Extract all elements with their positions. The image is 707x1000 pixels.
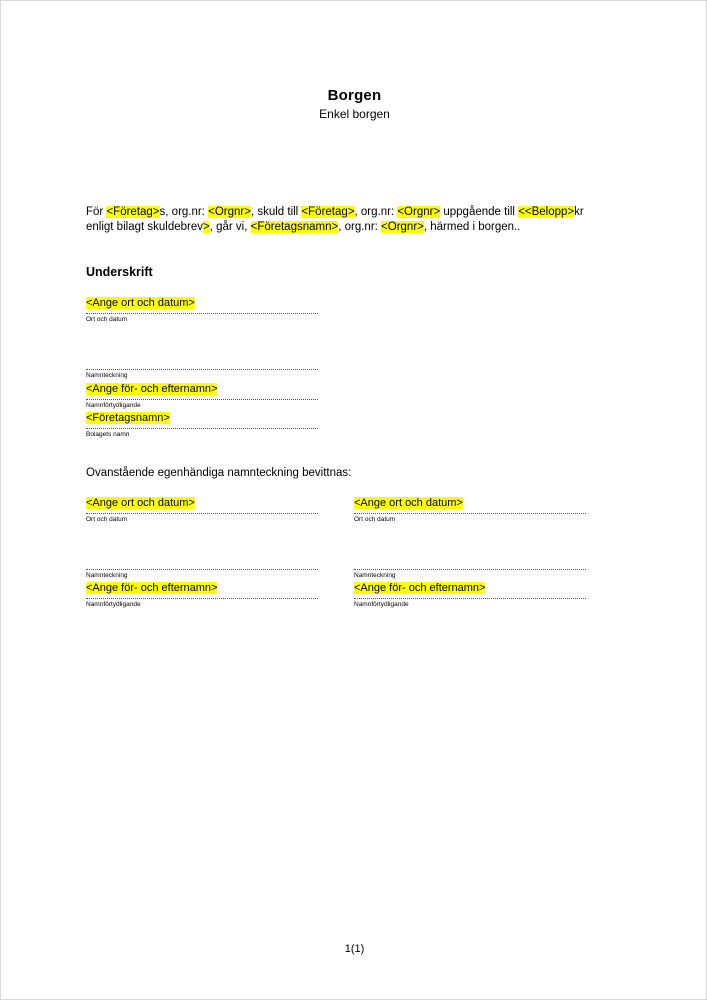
placeholder-foretag-1: <Företag>	[106, 206, 160, 218]
signer-place-date-value[interactable]: <Ange ort och datum>	[86, 297, 195, 309]
signer-name-caption: Namnförtydligande	[86, 402, 141, 409]
witness-left-name-caption: Namnförtydligande	[86, 601, 141, 608]
witness-right-name-block	[354, 582, 586, 609]
witness-right-signature-block	[354, 553, 586, 580]
witness-left-signature-rule	[86, 568, 318, 570]
witness-left-name-block	[86, 582, 318, 609]
witness-right-place-date-caption: Ort och datum	[354, 516, 396, 523]
signer-signature-rule	[86, 368, 318, 370]
signer-place-date-rule	[86, 312, 318, 314]
page-number: 1(1)	[344, 943, 365, 955]
witness-left-name-value[interactable]: <Ange för- och efternamn>	[86, 582, 218, 594]
signer-company-value[interactable]: <Företagsnamn>	[86, 412, 170, 424]
witness-left-place-date-block	[86, 497, 318, 524]
paragraph-text-9: , härmed i borgen..	[423, 221, 521, 233]
placeholder-bracket-close: >	[203, 221, 210, 233]
paragraph-text-8: , org.nr:	[338, 221, 382, 233]
paragraph-text-3: , skuld till	[250, 206, 302, 218]
signer-name-value[interactable]: <Ange för- och efternamn>	[86, 383, 218, 395]
signer-signature-caption: Namnteckning	[86, 372, 128, 379]
signer-signature-block	[86, 353, 318, 380]
signer-place-date-caption: Ort och datum	[86, 316, 128, 323]
witness-right-name-value[interactable]: <Ange för- och efternamn>	[354, 582, 486, 594]
witness-intro-text: Ovanstående egenhändiga namnteckning bevittnas:	[86, 467, 352, 479]
witness-left-signature-caption: Namnteckning	[86, 572, 128, 579]
witness-right-place-date-rule	[354, 512, 586, 514]
witness-left-place-date-rule	[86, 512, 318, 514]
paragraph-text-6: kr enligt bilagt skuldebrev	[86, 206, 584, 233]
signer-place-date-block	[86, 297, 318, 324]
witness-left-signature-block	[86, 553, 318, 580]
signer-company-rule	[86, 427, 318, 429]
witness-right-signature-caption: Namnteckning	[354, 572, 396, 579]
witness-left-name-rule	[86, 597, 318, 599]
signer-name-rule	[86, 398, 318, 400]
witness-left-signature-area[interactable]	[86, 553, 318, 567]
paragraph-text-7: , går vi,	[209, 221, 251, 233]
witness-right-signature-rule	[354, 568, 586, 570]
paragraph-text-1: För	[86, 206, 107, 218]
placeholder-orgnr-3: <Orgnr>	[381, 221, 424, 233]
witness-right-name-caption: Namnförtydligande	[354, 601, 409, 608]
placeholder-belopp: <<Belopp>	[518, 206, 575, 218]
placeholder-foretagsnamn: <Företagsnamn>	[250, 221, 339, 233]
witness-right-name-rule	[354, 597, 586, 599]
signer-company-block	[86, 412, 318, 439]
paragraph-text-5: uppgående till	[440, 206, 519, 218]
witness-right-place-date-value[interactable]: <Ange ort och datum>	[354, 497, 463, 509]
signer-signature-area[interactable]	[86, 353, 318, 367]
witness-right-signature-area[interactable]	[354, 553, 586, 567]
witness-left-place-date-caption: Ort och datum	[86, 516, 128, 523]
signature-heading: Underskrift	[86, 265, 153, 279]
document-content	[86, 1, 623, 1000]
placeholder-orgnr-1: <Orgnr>	[208, 206, 251, 218]
witness-right-place-date-block	[354, 497, 586, 524]
paragraph-text-4: , org.nr:	[354, 206, 398, 218]
placeholder-foretag-2: <Företag>	[301, 206, 355, 218]
signer-name-block	[86, 383, 318, 410]
page-subtitle: Enkel borgen	[319, 107, 390, 121]
witness-left-place-date-value[interactable]: <Ange ort och datum>	[86, 497, 195, 509]
page-title: Borgen	[327, 87, 382, 104]
signer-company-caption: Bolagets namn	[86, 431, 130, 438]
body-paragraph	[86, 205, 606, 235]
paragraph-text-2: s, org.nr:	[159, 206, 209, 218]
placeholder-orgnr-2: <Orgnr>	[397, 206, 441, 218]
